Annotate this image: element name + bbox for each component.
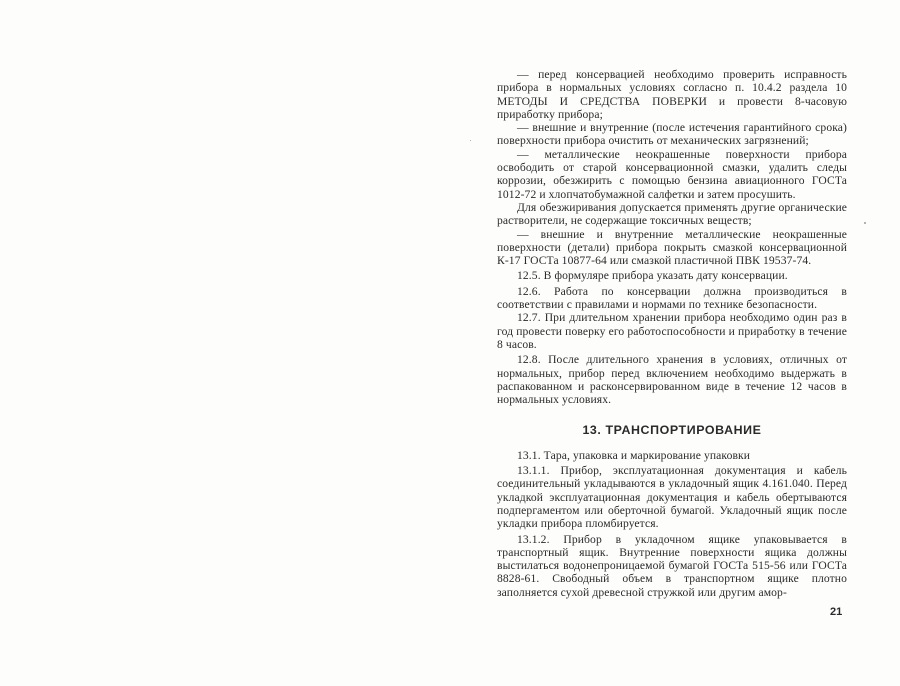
paragraph-precheck: — перед консервацией необходимо проверить исправность прибора в нормальных условиях согласно п. 10.4.2 раздела 10 МЕТОДЫ И СРЕДСТВА ПОВЕРКИ и провести 8-часовую приработку прибора;: [497, 68, 847, 121]
scan-speck: [864, 222, 866, 224]
paragraph-solvents-note: Для обезжиривания допускается применять другие органические растворители, не содержащие токсичных веществ;: [497, 200, 847, 228]
paragraph-13-1-1: 13.1.1. Прибор, эксплуатационная документация и кабель соединительный укладываются в укладочный ящик 4.161.040. Перед укладкой эксплуатационная документация и кабель обертываются подпергаментом или оберточной бумагой. Укладочный ящик после укладки прибора пломбируется.: [497, 464, 847, 531]
section-title: 13. ТРАНСПОРТИРОВАНИЕ: [582, 423, 762, 438]
page-number: 21: [830, 606, 843, 618]
paragraph-surface-cleaning: — внешние и внутренние (после истечения гарантийного срока) поверхности прибора очистить от механических загрязнений;: [497, 121, 847, 148]
paragraph-lubrication: — внешние и внутренние металлические неокрашенные поверхности (детали) прибора покрыть смазкой консервационной К-17 ГОСТа 10877-64 или смазкой пластичной ПВК 19537-74.: [497, 227, 847, 268]
paragraph-12-8: 12.8. После длительного хранения в условиях, отличных от нормальных, прибор перед включением необходимо выдержать в распакованном и расконсервированном виде в течение 12 часов в нормальных условиях.: [497, 353, 847, 407]
paragraph-13-1-2: 13.1.2. Прибор в укладочном ящике упаковывается в транспортный ящик. Внутренние поверхности ящика должны выстилаться водонепроницаемой бумагой ГОСТа 515-56 или ГОСТа 8828-61. Свободный объем в транспортном ящике плотно заполняется сухой древесной стружкой или другим амор-: [497, 532, 847, 599]
paragraph-12-5: 12.5. В формуляре прибора указать дату консервации.: [517, 269, 788, 283]
paragraph-13-1: 13.1. Тара, упаковка и маркирование упаковки: [517, 448, 751, 462]
text-column: [497, 68, 847, 599]
paragraph-degreasing: — металлические неокрашенные поверхности прибора освободить от старой консервационной смазки, удалить следы коррозии, обезжирить с помощью бензина авиационного ГОСТа 1012-72 и хлопчатобумажной салфетки и затем просушить.: [497, 147, 847, 201]
paragraph-12-7: 12.7. При длительном хранении прибора необходимо один раз в год провести поверку его работоспособности и приработку в течение 8 часов.: [497, 311, 847, 351]
paragraph-12-6: 12.6. Работа по консервации должна производиться в соответствии с правилами и нормами по технике безопасности.: [497, 284, 847, 312]
scan-speck: [470, 140, 471, 141]
